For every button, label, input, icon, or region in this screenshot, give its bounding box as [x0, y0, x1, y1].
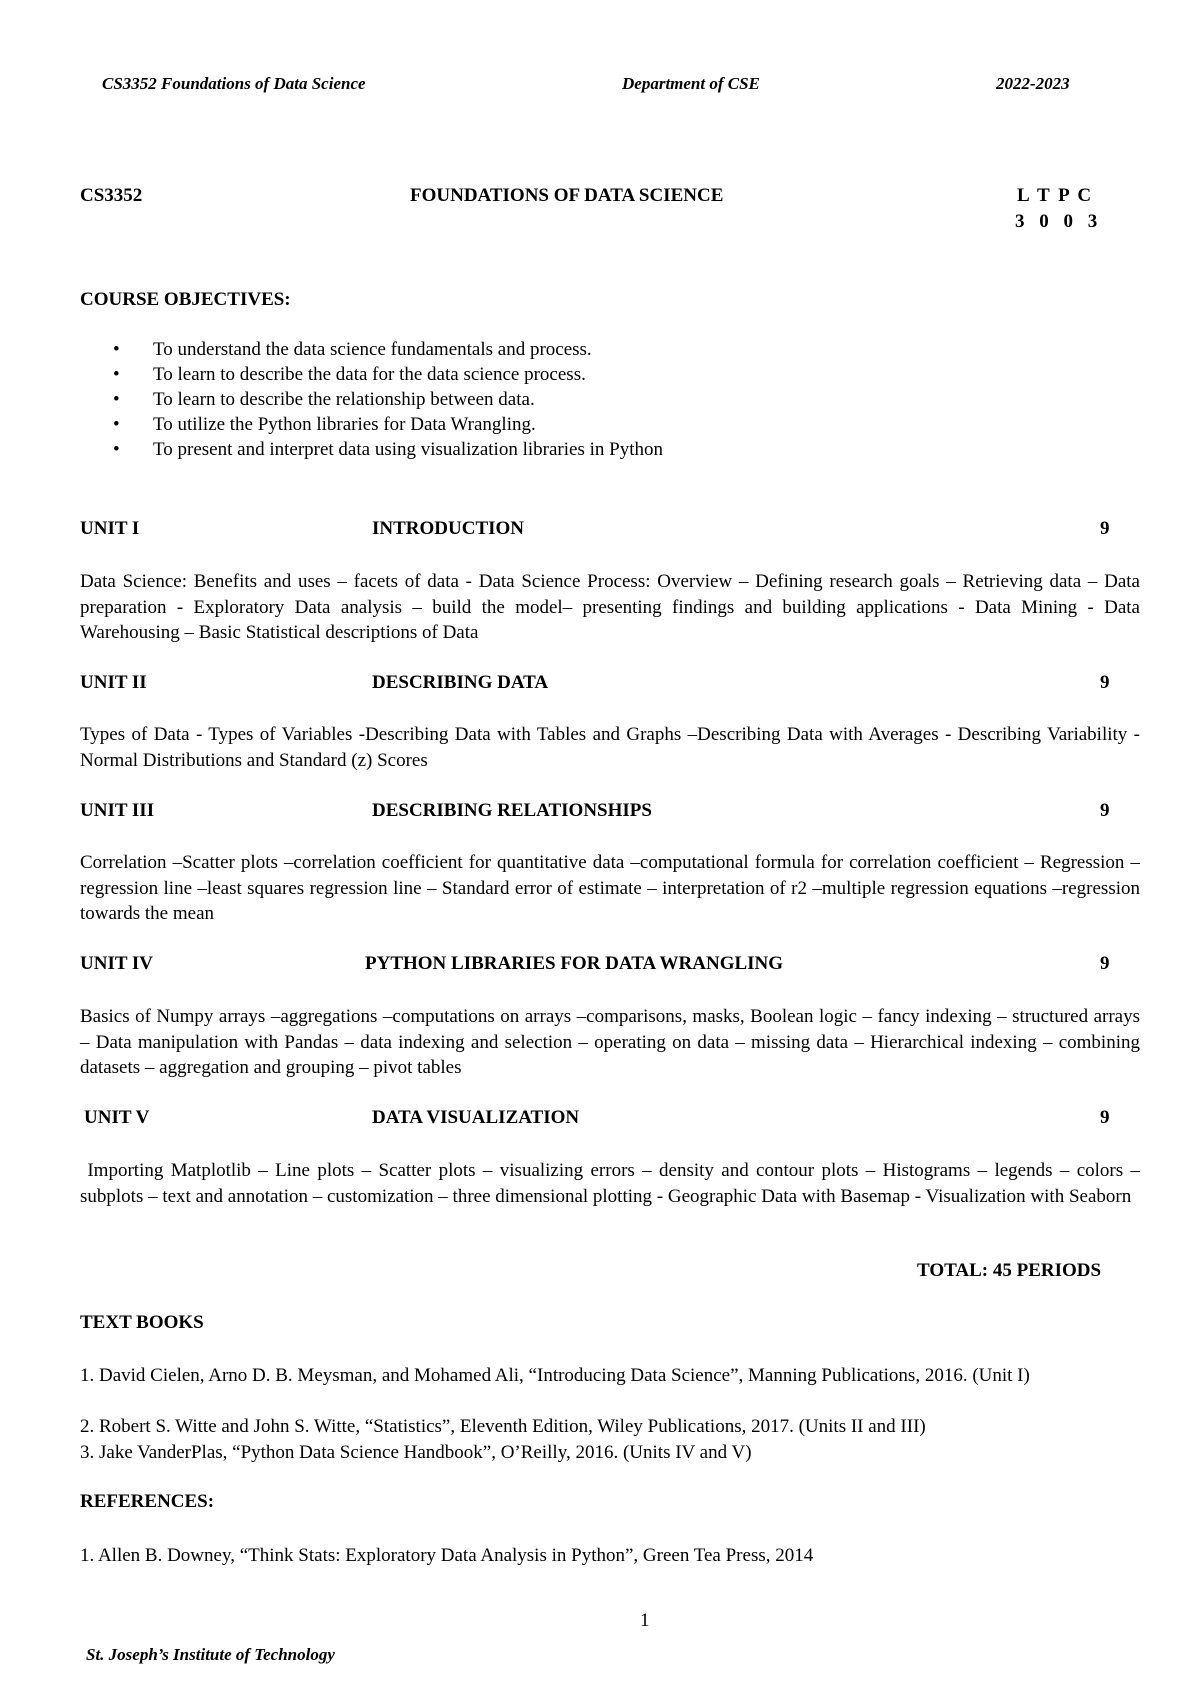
bullet-icon: •	[113, 339, 120, 360]
ltpc-label: L T P C	[1017, 185, 1094, 206]
textbook-item: 3. Jake VanderPlas, “Python Data Science Handbook”, O’Reilly, 2016. (Units IV and V)	[80, 1442, 752, 1463]
total-periods: TOTAL: 45 PERIODS	[917, 1260, 1102, 1281]
bullet-icon: •	[113, 439, 120, 460]
unit-3-hours: 9	[1100, 800, 1110, 821]
page-number: 1	[640, 1610, 650, 1631]
reference-item: 1. Allen B. Downey, “Think Stats: Exploratory Data Analysis in Python”, Green Tea Press, 2014	[80, 1545, 814, 1566]
ltpc-values: 3 0 0 3	[1015, 211, 1103, 232]
unit-5-hours: 9	[1100, 1107, 1110, 1128]
bullet-icon: •	[113, 364, 120, 385]
header-department: Department of CSE	[622, 74, 760, 93]
textbook-item: 2. Robert S. Witte and John S. Witte, “Statistics”, Eleventh Edition, Wiley Publications, 2017. (Units II and III)	[80, 1416, 926, 1437]
unit-5-content: Importing Matplotlib – Line plots – Scatter plots – visualizing errors – density and contour plots – Histograms – legends – colors – subplots – text and annotation – customization – three dimensional plotting - Geographic Data with Basemap - Visualization with Seaborn	[80, 1160, 1145, 1207]
unit-3-title: DESCRIBING RELATIONSHIPS	[372, 800, 652, 821]
objectives-list	[80, 337, 663, 462]
course-code: CS3352	[80, 185, 143, 206]
unit-2-label: UNIT II	[80, 672, 147, 693]
footer-institution: St. Joseph’s Institute of Technology	[86, 1645, 335, 1664]
objective-item: • To utilize the Python libraries for Data Wrangling.	[113, 414, 536, 435]
unit-1-content: Data Science: Benefits and uses – facets of data - Data Science Process: Overview – Defining research goals – Retrieving data – Data preparation - Exploratory Data analysis – build the model– presenting findings and building applications - Data Mining - Data Warehousing – Basic Statistical descriptions of Data	[80, 571, 1140, 643]
unit-4-content: Basics of Numpy arrays –aggregations –computations on arrays –comparisons, masks, Boolean logic – fancy indexing – structured arrays – Data manipulation with Pandas – data indexing and selection – operating on data – missing data – Hierarchical indexing – combining datasets – aggregation and grouping – pivot tables	[80, 1006, 1140, 1078]
bullet-icon: •	[113, 414, 120, 435]
objective-item: • To learn to describe the data for the data science process.	[113, 364, 586, 385]
unit-4-hours: 9	[1100, 953, 1110, 974]
objective-item: • To learn to describe the relationship between data.	[113, 389, 535, 410]
unit-1-title: INTRODUCTION	[372, 518, 525, 539]
unit-4-label: UNIT IV	[80, 953, 154, 974]
bullet-icon: •	[113, 389, 120, 410]
unit-2-content: Types of Data - Types of Variables -Describing Data with Tables and Graphs –Describing Data with Averages - Describing Variability - Normal Distributions and Standard (z) Scores	[80, 724, 1140, 771]
unit-2-title: DESCRIBING DATA	[372, 672, 549, 693]
course-title: FOUNDATIONS OF DATA SCIENCE	[410, 185, 724, 206]
unit-5-title: DATA VISUALIZATION	[372, 1107, 580, 1128]
unit-4-title: PYTHON LIBRARIES FOR DATA WRANGLING	[365, 953, 784, 974]
objective-item: • To present and interpret data using visualization libraries in Python	[113, 439, 663, 460]
header-course: CS3352 Foundations of Data Science	[102, 74, 366, 93]
unit-1-hours: 9	[1100, 518, 1110, 539]
unit-2-hours: 9	[1100, 672, 1110, 693]
objective-item: • To understand the data science fundamentals and process.	[113, 339, 592, 360]
textbooks-heading: TEXT BOOKS	[80, 1312, 204, 1333]
unit-3-label: UNIT III	[80, 800, 155, 821]
unit-5-label: UNIT V	[84, 1107, 150, 1128]
header-year: 2022-2023	[996, 74, 1070, 93]
unit-3-content: Correlation –Scatter plots –correlation coefficient for quantitative data –computational formula for correlation coefficient – Regression –regression line –least squares regression line – Standard error of estimate – interpretation of r2 –multiple regression equations –regression towards the mean	[80, 852, 1140, 924]
textbook-item: 1. David Cielen, Arno D. B. Meysman, and Mohamed Ali, “Introducing Data Science”, Manning Publications, 2016. (Unit I)	[80, 1365, 1030, 1386]
objectives-heading: COURSE OBJECTIVES:	[80, 289, 291, 310]
unit-1-label: UNIT I	[80, 518, 140, 539]
references-heading: REFERENCES:	[80, 1491, 215, 1512]
